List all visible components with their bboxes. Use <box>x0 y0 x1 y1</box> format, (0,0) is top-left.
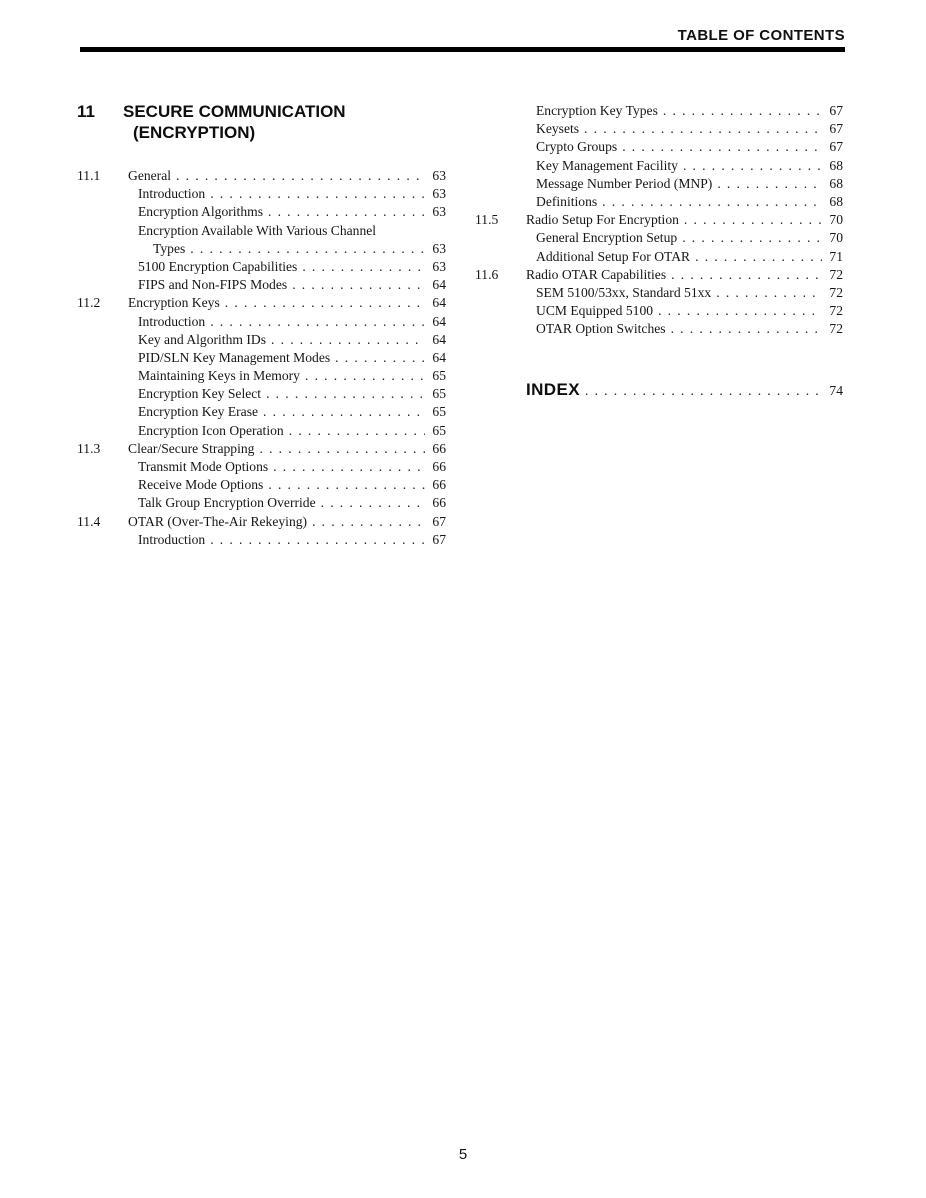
toc-entry-leader-dots <box>305 368 425 384</box>
toc-entry-leader-dots <box>268 204 425 220</box>
toc-entry-label: Key Management Facility <box>536 157 678 173</box>
toc-entry-number: 11.6 <box>475 266 499 282</box>
toc-entry <box>475 321 843 339</box>
toc-entry-leader-dots <box>289 423 425 439</box>
toc-entry-leader-dots <box>602 194 822 210</box>
toc-entry <box>475 121 843 139</box>
toc-entry <box>77 386 446 404</box>
toc-index-entry <box>475 380 843 402</box>
toc-entry-page-number: 72 <box>829 284 843 300</box>
toc-entry-label: Additional Setup For OTAR <box>536 248 691 264</box>
toc-entry <box>77 277 446 295</box>
toc-entry-number: 11.2 <box>77 295 101 311</box>
toc-entry-label: Transmit Mode Options <box>138 459 269 474</box>
toc-entry-leader-dots <box>321 495 425 511</box>
toc-entry-page-number: 63 <box>432 186 446 202</box>
toc-entry-label: SEM 5100/53xx, Standard 51xx <box>536 284 712 300</box>
toc-entry-label: Encryption Keys <box>128 295 220 311</box>
toc-entry-number: 11.1 <box>77 168 101 183</box>
toc-entry-page-number: 66 <box>432 495 446 511</box>
toc-entry-leader-dots <box>210 314 425 330</box>
toc-entry <box>475 230 843 248</box>
toc-entry-label: General Encryption Setup <box>536 230 678 246</box>
toc-entry-label: Encryption Icon Operation <box>138 422 284 438</box>
toc-entry-label: Definitions <box>536 193 598 209</box>
toc-entry-label: Encryption Algorithms <box>138 204 263 220</box>
toc-entry-label: UCM Equipped 5100 <box>536 303 654 319</box>
toc-entry <box>77 314 446 332</box>
toc-entry-page-number: 66 <box>432 440 446 456</box>
toc-entry <box>77 259 446 277</box>
toc-entry <box>475 139 843 157</box>
toc-entry <box>475 249 843 267</box>
toc-entry-label: PID/SLN Key Management Modes <box>138 349 331 365</box>
toc-entry-page-number: 64 <box>432 349 446 365</box>
toc-entry-page-number: 68 <box>829 193 843 209</box>
toc-entry-page-number: 67 <box>829 139 843 155</box>
toc-entry-page-number: 67 <box>829 121 843 137</box>
toc-entry-label: Talk Group Encryption Override <box>138 495 316 511</box>
toc-entry-label: Introduction <box>138 531 206 547</box>
toc-entry-page-number: 70 <box>829 212 843 228</box>
toc-entry-page-number: 67 <box>432 513 446 529</box>
toc-entry <box>475 194 843 212</box>
toc-entry-leader-dots <box>622 139 822 155</box>
toc-entry <box>77 223 446 241</box>
toc-entry <box>475 212 843 230</box>
toc-entry-leader-dots <box>695 249 822 265</box>
toc-entry <box>77 186 446 204</box>
toc-entry-leader-dots <box>683 158 822 174</box>
toc-entry-page-number: 72 <box>829 266 843 282</box>
toc-entry <box>475 267 843 285</box>
toc-entry-page-number: 65 <box>432 386 446 402</box>
toc-entry <box>77 495 446 513</box>
toc-entry-number: 11.3 <box>77 440 101 456</box>
toc-entry-leader-dots <box>584 121 822 137</box>
toc-entry-page-number: 72 <box>829 303 843 319</box>
toc-entry-page-number: 63 <box>432 204 446 220</box>
toc-entry-page-number: 72 <box>829 321 843 337</box>
toc-entry-leader-dots <box>268 477 425 493</box>
toc-entry-leader-dots <box>292 277 425 293</box>
toc-entry-leader-dots <box>585 383 822 399</box>
toc-entry <box>77 532 446 550</box>
toc-entry-page-number: 66 <box>432 477 446 493</box>
toc-entry-leader-dots <box>225 295 425 311</box>
toc-entry-label: OTAR Option Switches <box>536 321 666 337</box>
toc-entry-leader-dots <box>210 532 425 548</box>
toc-entry-label: Encryption Key Erase <box>138 404 259 420</box>
toc-entry-label: OTAR (Over-The-Air Rekeying) <box>128 513 308 529</box>
page-header-title: TABLE OF CONTENTS <box>677 27 845 44</box>
toc-left-column <box>77 101 446 550</box>
toc-entry <box>77 514 446 532</box>
toc-entry-page-number: 67 <box>432 531 446 547</box>
toc-entry-leader-dots <box>671 321 822 337</box>
toc-entry-leader-dots <box>302 259 425 275</box>
toc-entry-leader-dots <box>176 168 425 184</box>
toc-entry-page-number: 67 <box>829 103 843 118</box>
toc-entry-number: 11.5 <box>475 212 499 228</box>
toc-entry-leader-dots <box>658 303 822 319</box>
toc-entry-label: Radio Setup For Encryption <box>526 212 679 228</box>
toc-entry-label: SECURE COMMUNICATION (ENCRYPTION) <box>123 102 346 142</box>
toc-entry <box>77 441 446 459</box>
toc-entry <box>77 477 446 495</box>
toc-entry-label: Maintaining Keys in Memory <box>138 368 300 384</box>
toc-entry-page-number: 64 <box>432 313 446 329</box>
toc-entry <box>475 303 843 321</box>
toc-entry <box>475 158 843 176</box>
toc-entry-leader-dots <box>671 267 822 283</box>
toc-entry-page-number: 74 <box>829 383 843 399</box>
toc-entry <box>77 168 446 186</box>
toc-entry-page-number: 65 <box>432 422 446 438</box>
toc-entry-number: 11 <box>77 102 95 121</box>
toc-entry-leader-dots <box>210 186 425 202</box>
toc-entry-label: Message Number Period (MNP) <box>536 175 713 191</box>
toc-entry <box>77 350 446 368</box>
toc-entry-page-number: 63 <box>432 240 446 256</box>
toc-entry-label: Introduction <box>138 313 206 329</box>
toc-right-column <box>475 103 843 402</box>
footer-page-number: 5 <box>458 1146 468 1163</box>
toc-chapter-heading <box>77 101 446 143</box>
toc-entry <box>77 332 446 350</box>
toc-entry-label: Radio OTAR Capabilities <box>526 266 667 282</box>
toc-entry <box>475 103 843 121</box>
toc-entry-leader-dots <box>716 285 822 301</box>
toc-entry-label: 5100 Encryption Capabilities <box>138 258 298 274</box>
toc-entry-label: INDEX <box>526 380 580 400</box>
toc-entry-page-number: 68 <box>829 175 843 191</box>
toc-entry <box>77 295 446 313</box>
toc-entry-label: Key and Algorithm IDs <box>138 331 266 347</box>
toc-entry-leader-dots <box>263 404 425 420</box>
toc-entry-page-number: 68 <box>829 157 843 173</box>
toc-entry <box>77 368 446 386</box>
toc-entry <box>475 285 843 303</box>
toc-entry-label: Keysets <box>536 121 580 137</box>
toc-entry-leader-dots <box>335 350 425 366</box>
toc-entry <box>77 241 446 259</box>
toc-entry <box>77 423 446 441</box>
toc-entry-leader-dots <box>312 514 425 530</box>
toc-entry-leader-dots <box>271 332 425 348</box>
toc-entry-page-number: 64 <box>432 295 446 311</box>
toc-entry <box>77 404 446 422</box>
toc-entry-leader-dots <box>663 103 822 119</box>
toc-entry-page-number: 65 <box>432 368 446 384</box>
toc-entry-leader-dots <box>717 176 822 192</box>
toc-entry-label: Encryption Key Types <box>536 103 658 118</box>
toc-entry <box>77 459 446 477</box>
toc-entry-label: General <box>128 168 172 183</box>
toc-entry-leader-dots <box>266 386 425 402</box>
toc-entry <box>475 176 843 194</box>
toc-entry-page-number: 63 <box>432 258 446 274</box>
toc-entry-page-number: 66 <box>432 459 446 474</box>
toc-entry-leader-dots <box>190 241 425 257</box>
toc-entry-label: Crypto Groups <box>536 139 618 155</box>
toc-entry <box>77 204 446 222</box>
toc-entry-leader-dots <box>682 230 822 246</box>
toc-entry-page-number: 65 <box>432 404 446 420</box>
toc-entry-page-number: 70 <box>829 230 843 246</box>
toc-entry-page-number: 64 <box>432 277 446 293</box>
toc-entry-page-number: 71 <box>829 248 843 264</box>
toc-entry-label: Introduction <box>138 186 206 202</box>
toc-entry-label: Clear/Secure Strapping <box>128 440 255 456</box>
toc-entry-leader-dots <box>273 459 425 475</box>
toc-entry-page-number: 64 <box>432 331 446 347</box>
toc-entry-label: Encryption Available With Various Channel <box>138 222 377 238</box>
toc-entry-label: Encryption Key Select <box>138 386 262 402</box>
toc-entry-label: FIPS and Non-FIPS Modes <box>138 277 288 293</box>
toc-entry-number: 11.4 <box>77 513 101 529</box>
toc-entry-leader-dots <box>684 212 822 228</box>
toc-entry-label: Receive Mode Options <box>138 477 264 493</box>
toc-entry-leader-dots <box>259 441 425 457</box>
header-rule <box>80 47 845 52</box>
toc-entry-page-number: 63 <box>432 168 446 183</box>
toc-entry-label: Types <box>153 240 186 256</box>
